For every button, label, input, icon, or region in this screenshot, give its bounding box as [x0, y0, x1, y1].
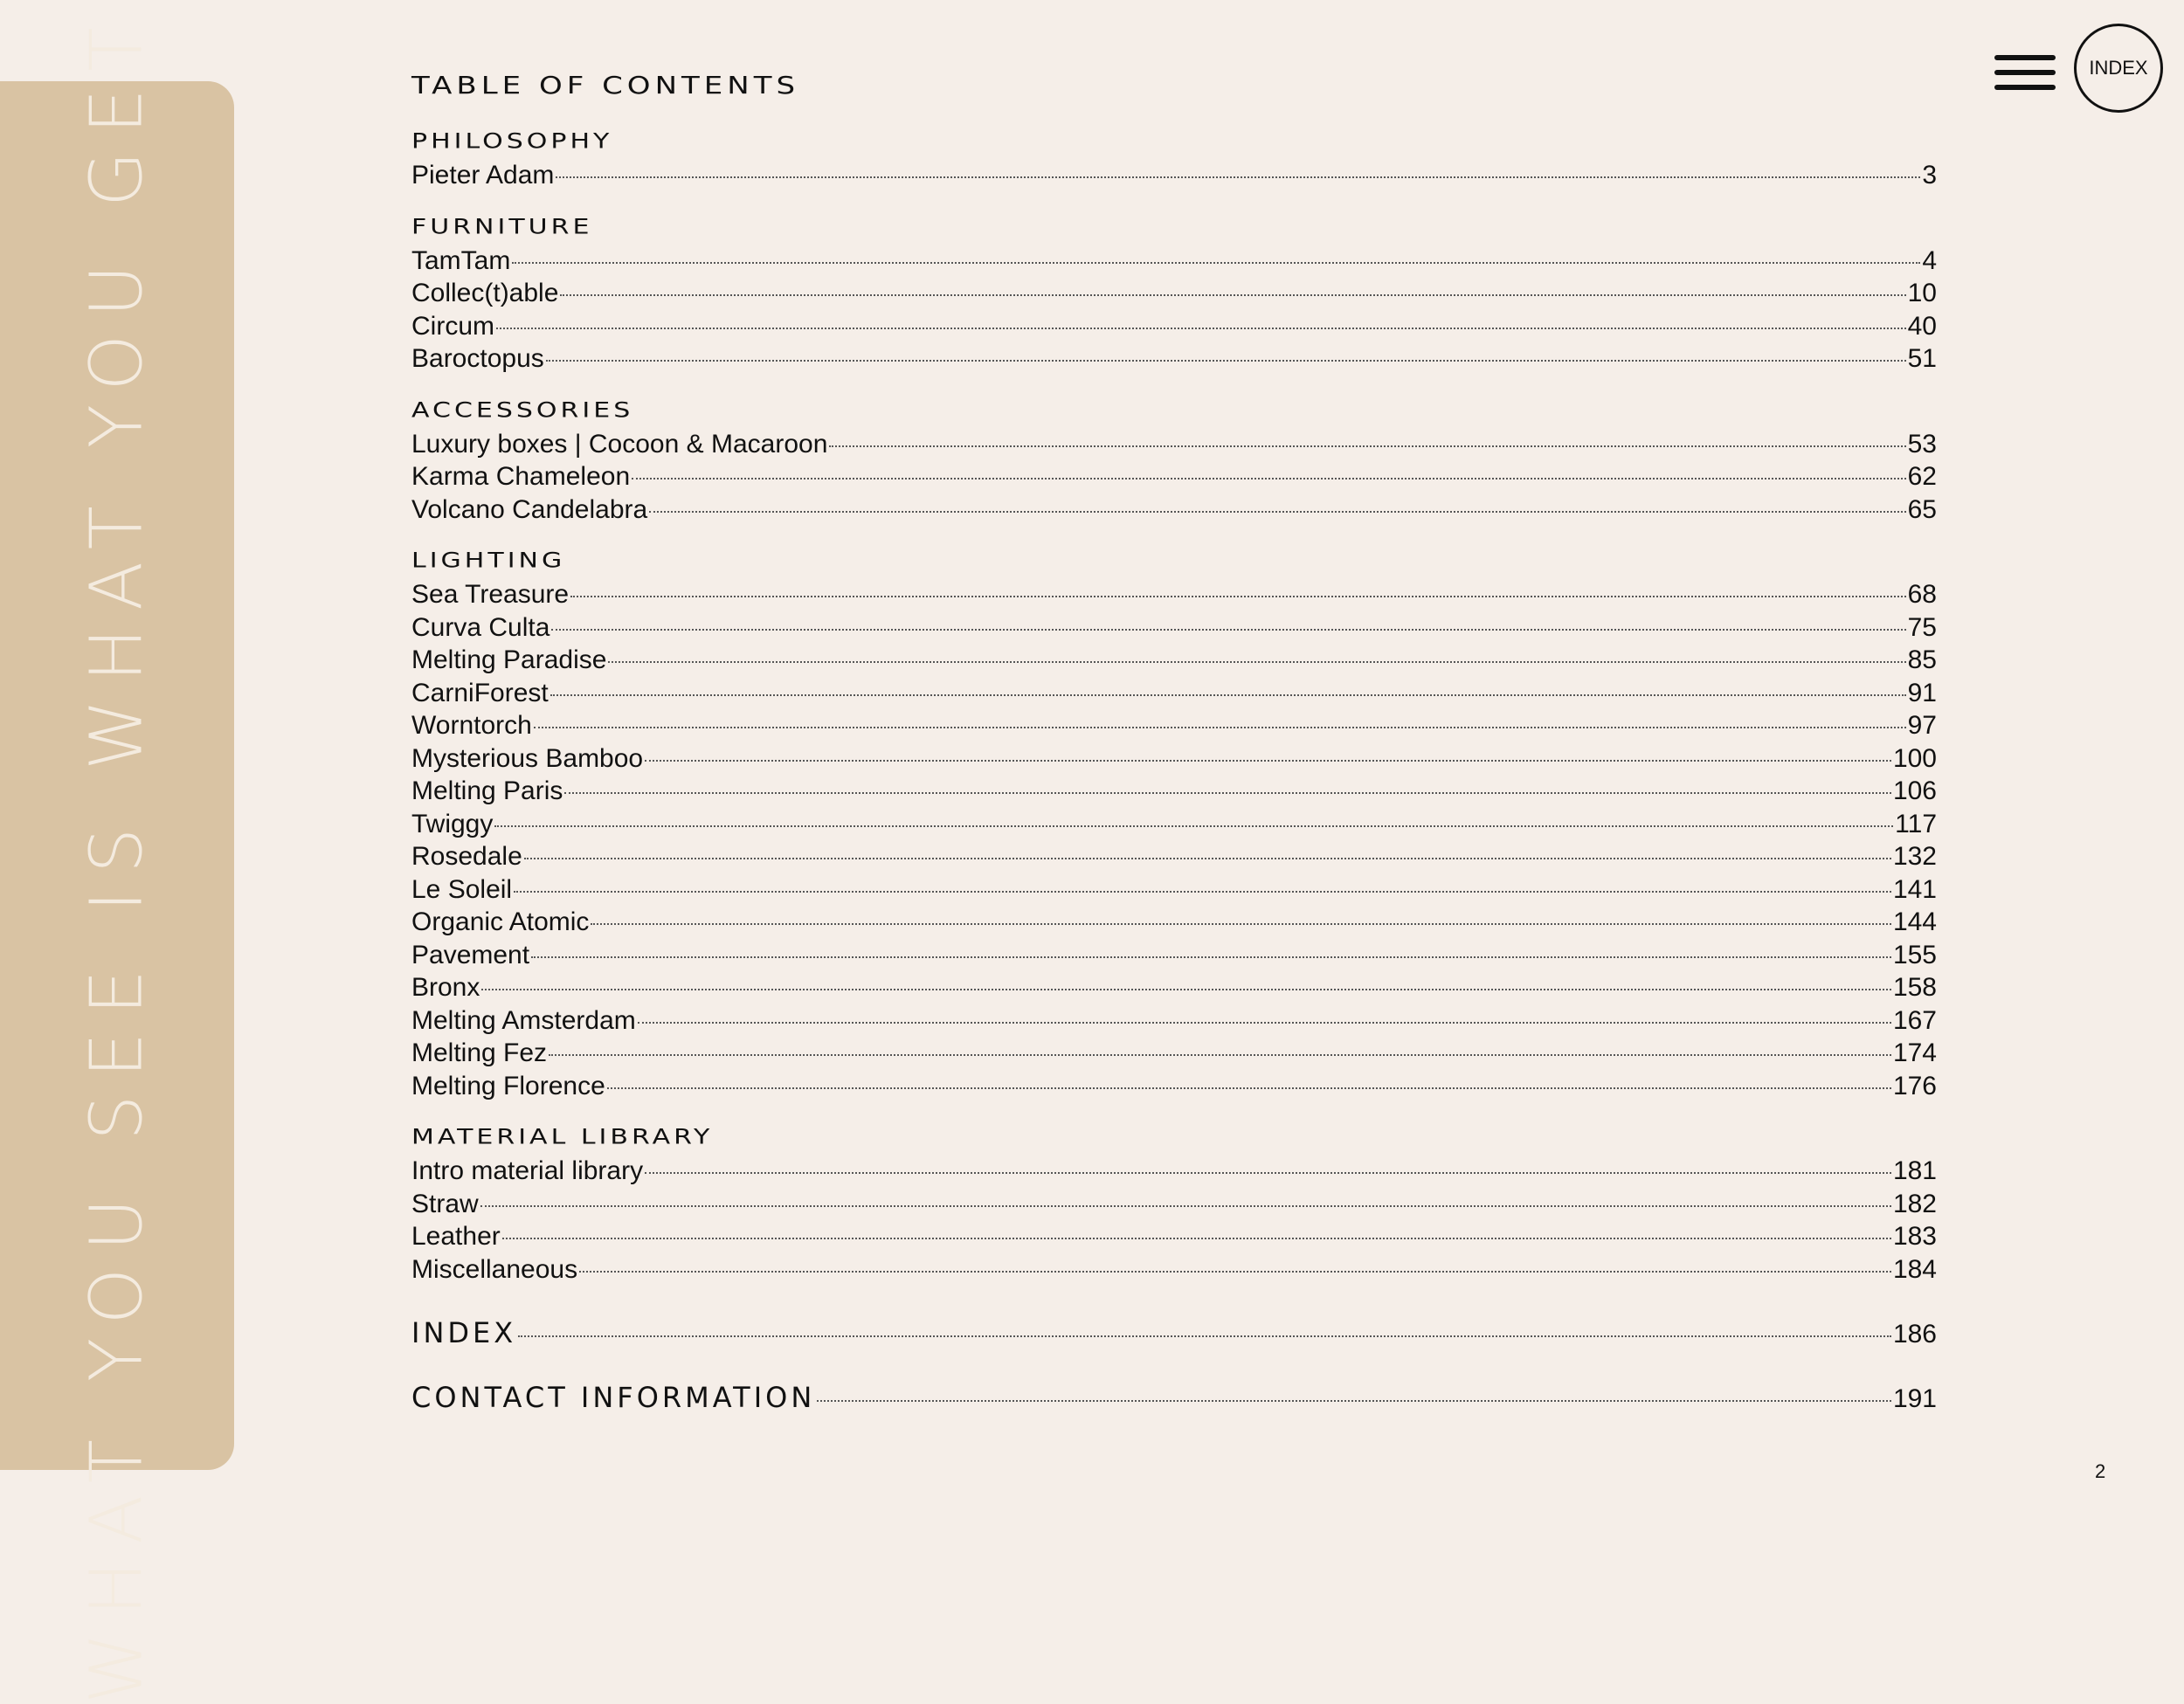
toc-section [411, 129, 1937, 192]
toc-entry-label: Luxury boxes | Cocoon & Macaroon [411, 429, 828, 459]
dot-leader [480, 1205, 1891, 1207]
toc-entry-label: TamTam [411, 245, 511, 275]
toc-contact-entry[interactable] [411, 1373, 1937, 1422]
toc-entry-label: Twiggy [411, 809, 494, 838]
toc-entry[interactable] [411, 742, 1937, 776]
toc-entry[interactable] [411, 873, 1937, 907]
toc-entry[interactable] [411, 1070, 1937, 1103]
dot-leader [518, 1335, 1891, 1337]
table-of-contents [411, 72, 1937, 1422]
dot-leader [560, 294, 1905, 296]
toc-entry-page: 85 [1907, 645, 1937, 674]
dot-leader [481, 989, 1891, 990]
toc-entry[interactable] [411, 906, 1937, 939]
toc-entry-label: Melting Paris [411, 776, 563, 805]
toc-entry-label: CarniForest [411, 678, 549, 707]
toc-entry-page: 184 [1892, 1254, 1937, 1284]
toc-entry-page: 183 [1892, 1222, 1937, 1251]
dot-leader [496, 328, 1906, 329]
dot-leader [514, 891, 1891, 893]
toc-entry[interactable] [411, 428, 1937, 461]
toc-entry[interactable] [411, 578, 1937, 611]
toc-entry-page: 75 [1907, 612, 1937, 642]
toc-entry-page: 51 [1907, 344, 1937, 373]
toc-entry[interactable] [411, 1253, 1937, 1287]
toc-entry-page: 10 [1907, 279, 1937, 307]
toc-contact-label: CONTACT INFORMATION [411, 1381, 816, 1414]
toc-entry-page: 132 [1892, 842, 1937, 871]
toc-section-heading: LIGHTING [411, 548, 566, 573]
toc-entry[interactable] [411, 277, 1937, 310]
toc-entry-page: 100 [1892, 743, 1937, 773]
dot-leader [524, 858, 1891, 859]
toc-index-entry[interactable] [411, 1308, 1937, 1357]
toc-entry-page: 62 [1907, 462, 1937, 491]
toc-index-page: 186 [1892, 1320, 1937, 1349]
toc-entry-page: 181 [1892, 1156, 1937, 1185]
page-number: 2 [2095, 1460, 2106, 1482]
dot-leader [608, 661, 1905, 663]
toc-entry-page: 155 [1892, 940, 1937, 969]
toc-entry-page: 117 [1895, 809, 1937, 838]
toc-entry-page: 68 [1907, 580, 1937, 609]
toc-entry-label: Worntorch [411, 711, 532, 740]
dot-leader [829, 445, 1905, 447]
toc-entry-page: 182 [1892, 1189, 1937, 1218]
toc-entry-label: Melting Paradise [411, 645, 607, 674]
dot-leader [645, 1172, 1891, 1174]
toc-entry[interactable] [411, 971, 1937, 1004]
dot-leader [534, 727, 1906, 728]
dot-leader [607, 1087, 1891, 1089]
toc-entry-page: 174 [1892, 1038, 1937, 1067]
toc-entry[interactable] [411, 939, 1937, 972]
dot-leader [494, 825, 1893, 827]
dot-leader [638, 1022, 1891, 1024]
toc-entry[interactable] [411, 840, 1937, 873]
toc-entry[interactable] [411, 709, 1937, 742]
toc-entry-label: Bronx [411, 973, 480, 1002]
dot-leader [564, 792, 1891, 794]
toc-entry-label: Karma Chameleon [411, 462, 631, 491]
toc-section-heading: MATERIAL LIBRARY [411, 1125, 714, 1149]
toc-index-label: INDEX [411, 1316, 517, 1349]
toc-entry-label: Collec(t)able [411, 279, 559, 307]
toc-entry[interactable] [411, 245, 1937, 278]
toc-section [411, 548, 1937, 1102]
toc-entry[interactable] [411, 644, 1937, 677]
toc-entry[interactable] [411, 460, 1937, 493]
toc-entry-page: 40 [1907, 311, 1937, 341]
toc-entry-label: Le Soleil [411, 874, 513, 904]
index-button[interactable]: INDEX [2074, 24, 2163, 113]
toc-entry[interactable] [411, 775, 1937, 808]
toc-entry-page: 65 [1907, 494, 1937, 524]
toc-entry-label: Rosedale [411, 842, 522, 871]
dot-leader [591, 923, 1891, 925]
toc-entry-page: 141 [1892, 874, 1937, 904]
dot-leader [550, 694, 1906, 696]
toc-entry[interactable] [411, 611, 1937, 645]
toc-entry[interactable] [411, 310, 1937, 343]
dot-leader [817, 1400, 1891, 1402]
toc-entry[interactable] [411, 808, 1937, 841]
toc-entry-label: Baroctopus [411, 344, 544, 373]
dot-leader [556, 176, 1920, 178]
toc-entry-label: Mysterious Bamboo [411, 743, 644, 773]
dot-leader [570, 596, 1906, 597]
dot-leader [512, 262, 1920, 264]
dot-leader [502, 1238, 1891, 1239]
toc-entry[interactable] [411, 1037, 1937, 1070]
toc-entry-page: 91 [1907, 678, 1937, 707]
toc-entry-page: 144 [1892, 907, 1937, 936]
toc-entry-page: 167 [1892, 1005, 1937, 1035]
toc-entry[interactable] [411, 1004, 1937, 1038]
dot-leader [531, 956, 1891, 958]
toc-section-heading: PHILOSOPHY [411, 129, 613, 154]
toc-entry-label: Straw [411, 1189, 479, 1218]
toc-section-heading: FURNITURE [411, 214, 593, 239]
dot-leader [645, 760, 1891, 762]
toc-entry-label: Melting Fez [411, 1038, 548, 1067]
toc-entry-page: 176 [1892, 1071, 1937, 1100]
toc-section [411, 1125, 1937, 1286]
toc-entry[interactable] [411, 1188, 1937, 1221]
toc-entry-label: Circum [411, 311, 494, 341]
dot-leader [551, 629, 1905, 631]
toc-entry[interactable] [411, 159, 1937, 192]
toc-sections [411, 129, 1937, 1286]
toc-section [411, 398, 1937, 527]
side-tab [0, 10, 234, 1704]
dot-leader [632, 478, 1906, 479]
toc-entry-page: 53 [1907, 429, 1937, 459]
toc-entry-label: Curva Culta [411, 612, 550, 642]
toc-entry-label: Pavement [411, 940, 530, 969]
toc-entry-label: Pieter Adam [411, 161, 555, 190]
side-tab-text: WHAT YOU SEE IS WHAT YOU GET [75, 10, 159, 1704]
toc-entry-page: 158 [1892, 973, 1937, 1002]
toc-entry[interactable] [411, 342, 1937, 376]
toc-entry[interactable] [411, 493, 1937, 527]
toc-entry[interactable] [411, 677, 1937, 710]
toc-entry-label: Melting Amsterdam [411, 1005, 636, 1035]
toc-entry-label: Intro material library [411, 1156, 644, 1185]
toc-entry-page: 4 [1922, 245, 1937, 275]
dot-leader [549, 1054, 1891, 1056]
toc-section-heading: ACCESSORIES [411, 397, 634, 423]
dot-leader [649, 511, 1905, 513]
toc-entry-label: Miscellaneous [411, 1254, 578, 1284]
toc-entry-label: Melting Florence [411, 1071, 605, 1100]
toc-entry-label: Volcano Candelabra [411, 494, 648, 524]
toc-contact-page: 191 [1892, 1384, 1937, 1413]
dot-leader [546, 360, 1906, 362]
hamburger-menu-icon[interactable] [1994, 55, 2056, 93]
dot-leader [579, 1271, 1891, 1273]
toc-entry-label: Organic Atomic [411, 907, 590, 936]
toc-entry-page: 106 [1892, 776, 1937, 805]
toc-entry-page: 97 [1907, 711, 1937, 740]
toc-title: TABLE OF CONTENTS [411, 72, 800, 100]
toc-entry[interactable] [411, 1220, 1937, 1253]
toc-entry-label: Sea Treasure [411, 580, 570, 609]
toc-entry-page: 3 [1922, 161, 1937, 190]
toc-entry-label: Leather [411, 1222, 501, 1251]
toc-section [411, 215, 1937, 376]
toc-entry[interactable] [411, 1155, 1937, 1188]
